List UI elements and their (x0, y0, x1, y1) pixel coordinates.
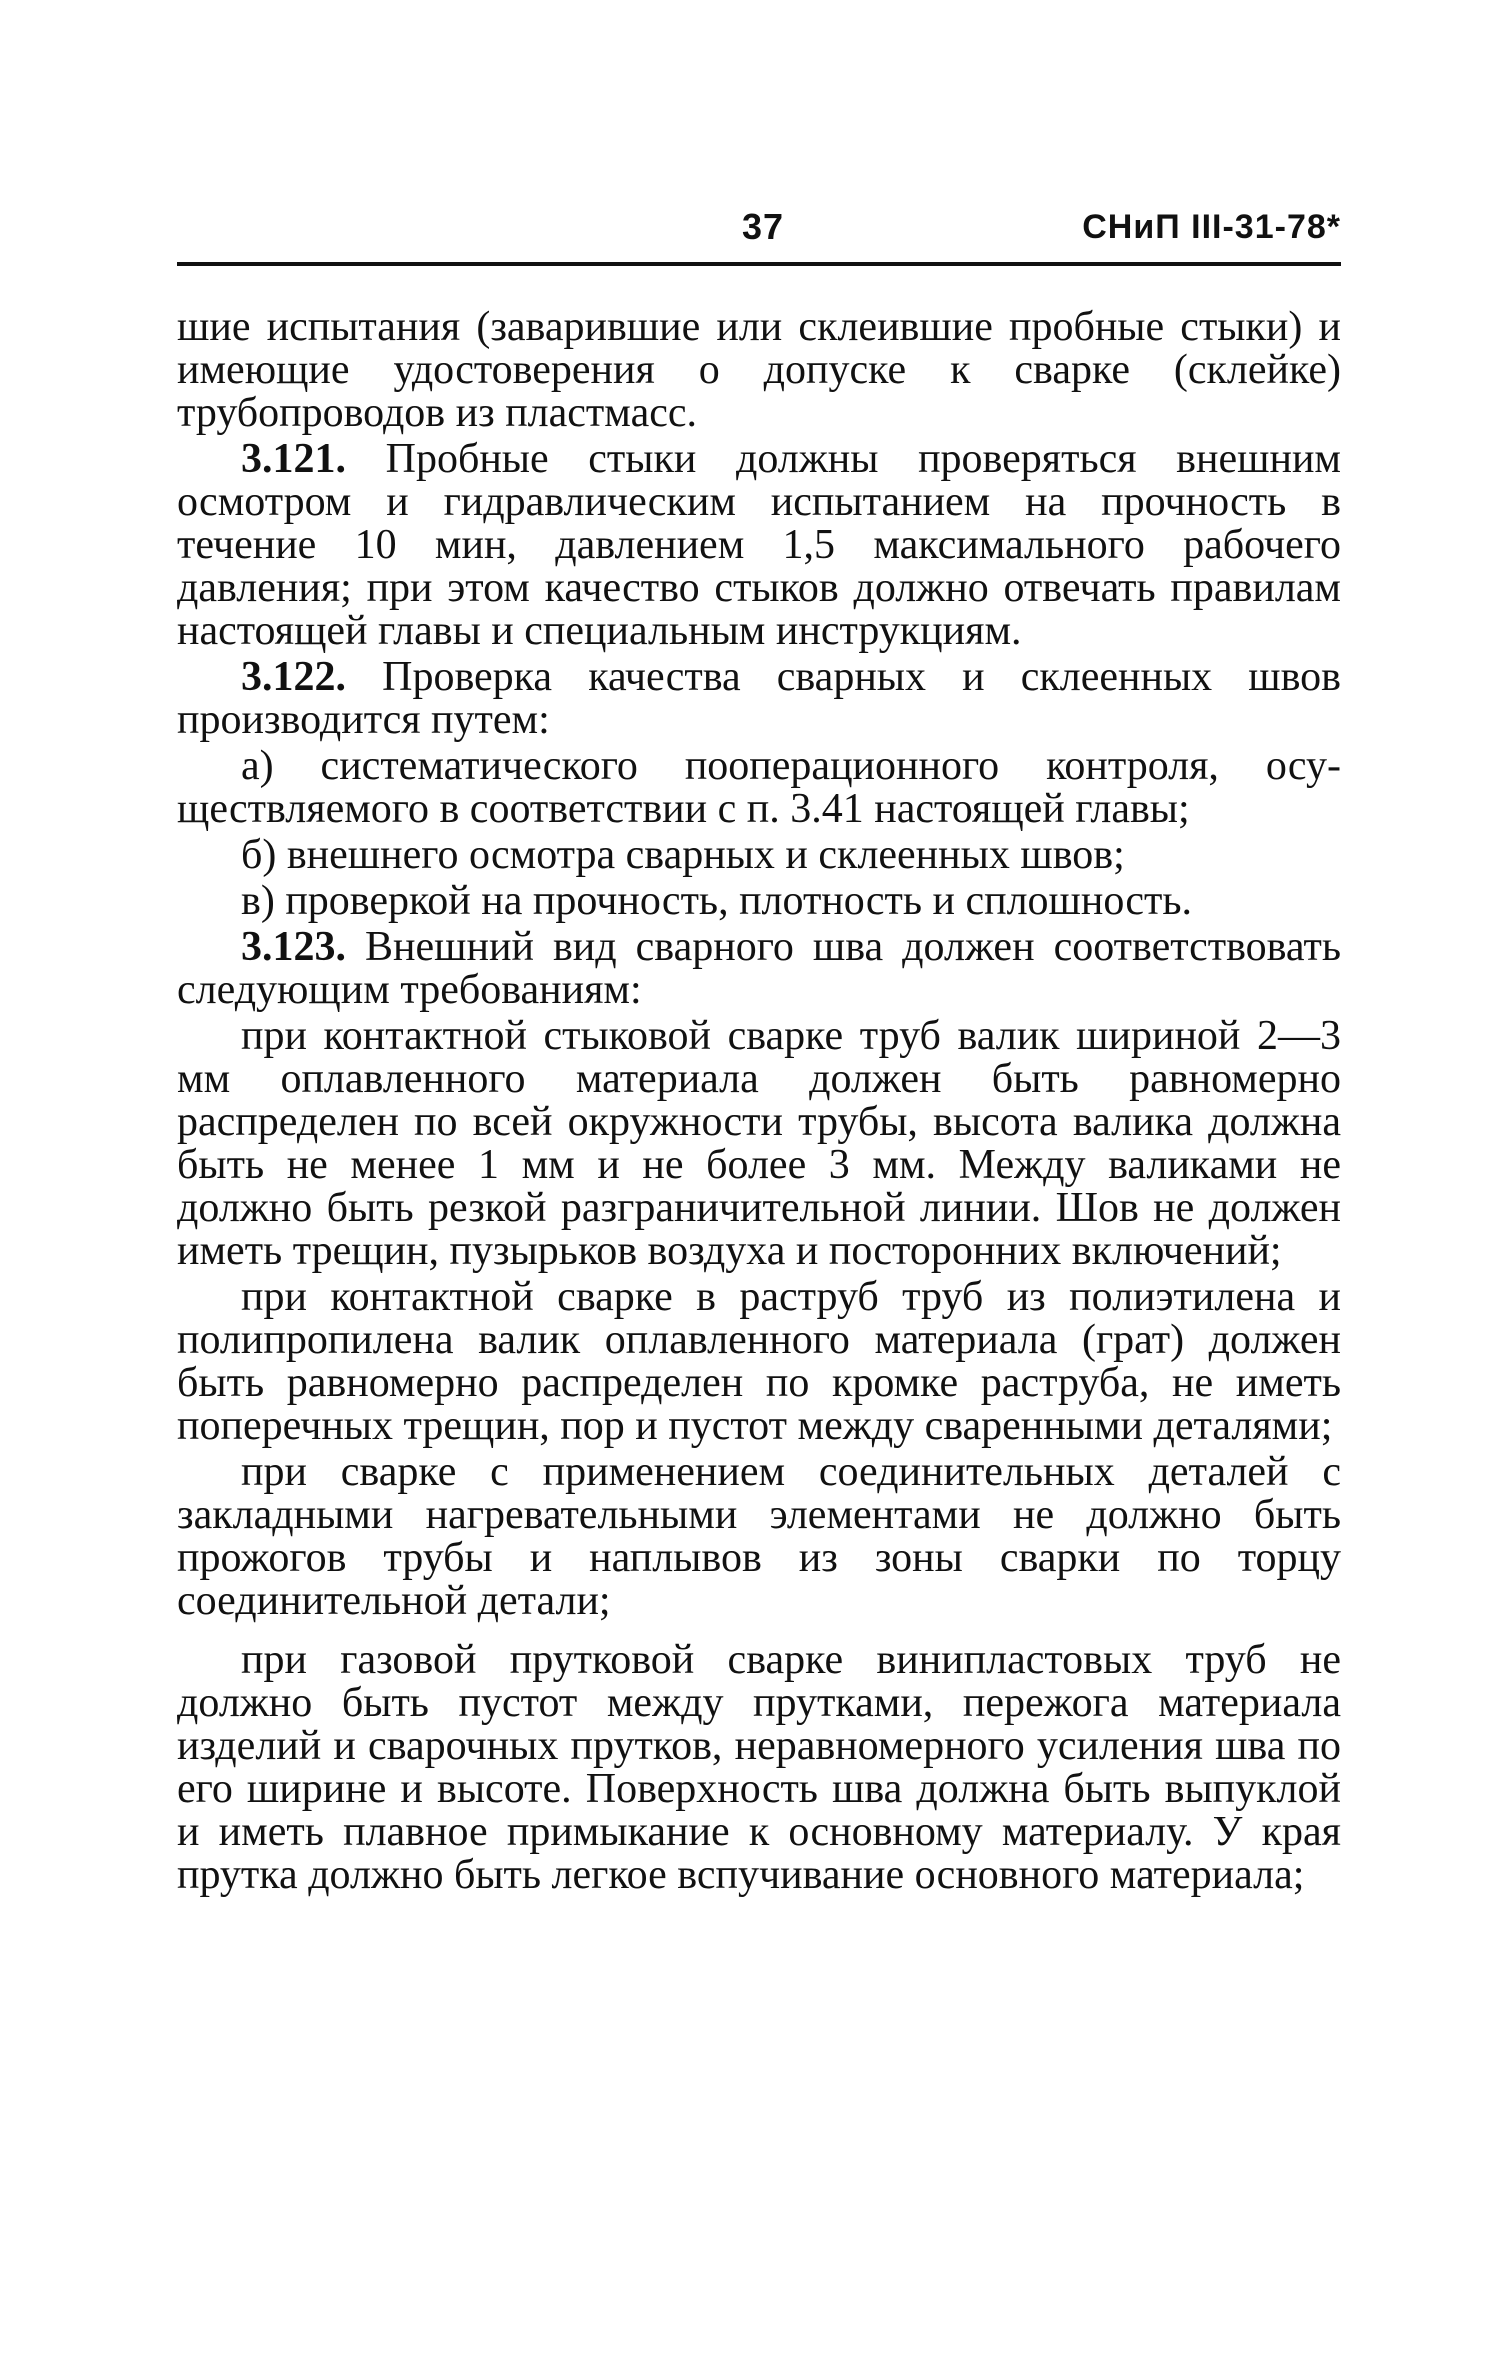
paragraph-text: шие испытания (заварившие или склеившие пробные стыки) и имеющие удостоверения о допуске к сварке (склейке) трубопроводов из пластмасс. (177, 304, 1341, 436)
paragraph-text: б) внешнего осмотра сварных и склеенных швов; (241, 832, 1125, 878)
paragraph-text: а) систематического пооперационного контроля, осуществляемого в соответствии с п. 3.41 настоящей главы; (177, 743, 1341, 832)
paragraph-text: при сварке с применением соединительных деталей с закладными нагревательными элементами не должно быть прожогов трубы и наплывов из зоны сварки по торцу соединительной детали; (177, 1449, 1341, 1624)
requirement-gas-rod-welding (177, 1639, 1341, 1897)
clause-number: 3.121. (241, 436, 346, 482)
body-text (177, 306, 1341, 1900)
list-item-b (177, 834, 1341, 877)
paragraph-continuation (177, 306, 1341, 435)
requirement-butt-welding (177, 1015, 1341, 1273)
paragraph-text: в) проверкой на прочность, плотность и сплошность. (241, 878, 1193, 924)
clause-number: 3.123. (241, 924, 346, 970)
header-rule (177, 262, 1341, 266)
clause-3-123 (177, 926, 1341, 1012)
paragraph-text: Внешний вид сварного шва должен соответствовать следующим требованиям: (177, 924, 1341, 1013)
clause-3-122 (177, 656, 1341, 742)
requirement-embedded-heater-welding (177, 1451, 1341, 1623)
list-item-v (177, 880, 1341, 923)
paragraph-text: при газовой прутковой сварке винипластовых труб не должно быть пустот между прутками, пережога материала изделий и сварочных прутков, неравномерного усиления шва по его ширине и высоте. Поверхность шва должна быть выпуклой и иметь плавное примыкание к основному материалу. У края прутка должно быть легкое вспучивание основного материала; (177, 1637, 1341, 1898)
clause-3-121 (177, 438, 1341, 653)
paragraph-text: при контактной сварке в раструб труб из полиэтилена и полипропилена валик оплавленного материала (грат) должен быть равномерно распределен по кромке раструба, не иметь поперечных трещин, пор и пустот между сваренными деталями; (177, 1274, 1341, 1449)
paragraph-text: Пробные стыки должны проверяться внешним осмотром и гидравлическим испытанием на прочность в течение 10 мин, давлением 1,5 максимального рабочего давления; при этом качество стыков должно отвечать правилам настоящей главы и специальным инструкциям. (177, 436, 1341, 654)
list-item-a (177, 745, 1341, 831)
paragraph-text: при контактной стыковой сварке труб валик шириной 2—3 мм оплавленного материала должен быть равномерно распределен по всей окружности трубы, высота валика должна быть не менее 1 мм и не более 3 мм. Между валиками не должно быть резкой разграничительной линии. Шов не должен иметь трещин, пузырьков воздуха и посторонних включений; (177, 1013, 1341, 1274)
running-header (177, 205, 1341, 265)
paragraph-text: Проверка качества сварных и склеенных швов производится путем: (177, 654, 1341, 743)
clause-number: 3.122. (241, 654, 346, 700)
requirement-socket-welding (177, 1276, 1341, 1448)
document-code: СНиП III-31-78* (1082, 208, 1341, 246)
page-number: 37 (742, 206, 785, 247)
